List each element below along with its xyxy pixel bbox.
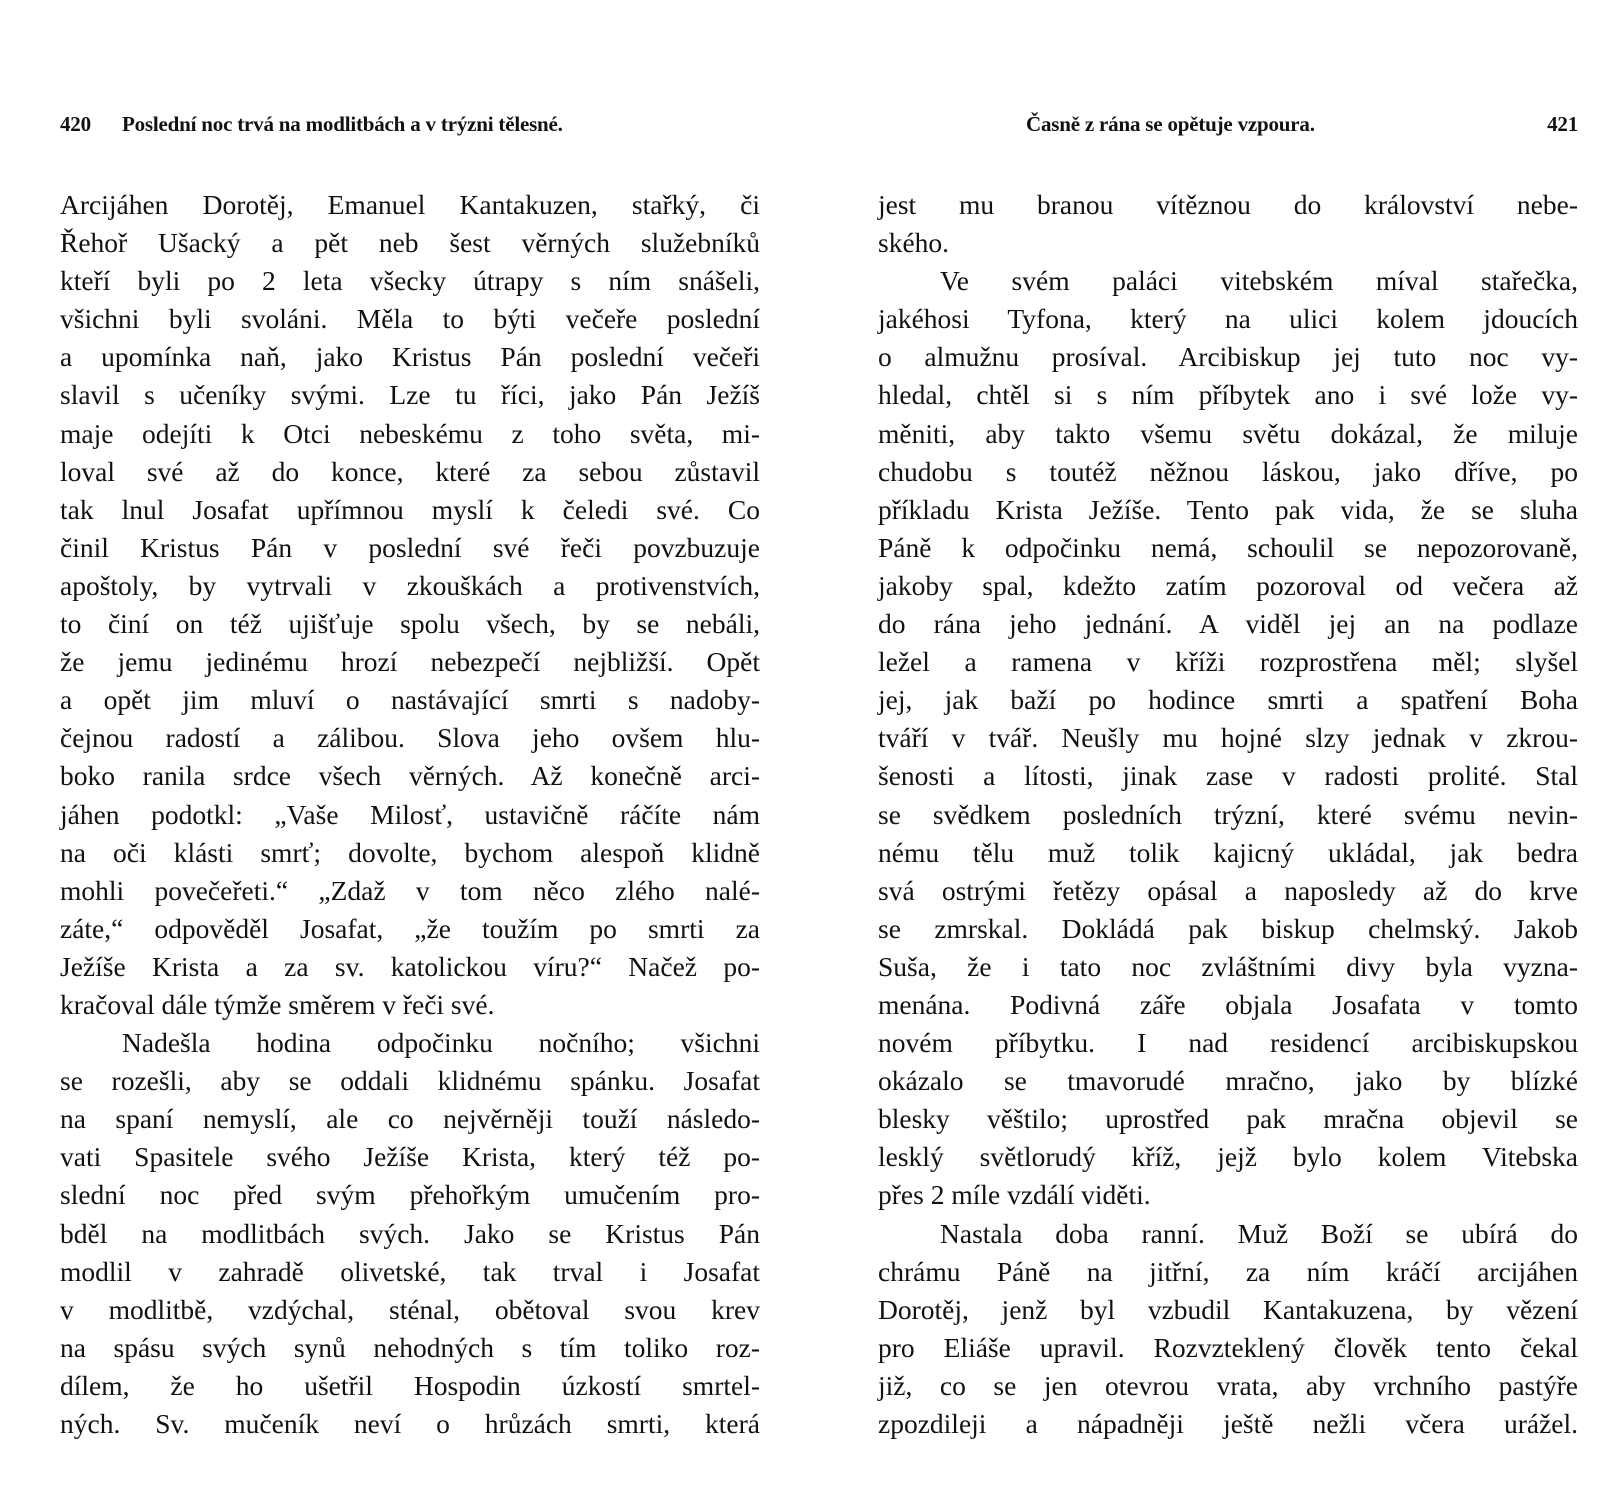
text-line: se svědkem posledních trýzní, které svému nevin- [878, 798, 1578, 830]
text-line: zpozdileji a nápadněji ještě nežli včera urážel. [878, 1408, 1578, 1439]
text-line: Suša, že i tato noc zvláštními divy byla vyzna- [878, 950, 1578, 982]
text-line: ského. [878, 227, 950, 259]
page-number: 421 [1547, 112, 1578, 136]
text-line: loval své až do konce, které za sebou zůstavil [60, 455, 760, 487]
text-line: chudobu s toutéž něžnou láskou, jako dříve, po [878, 455, 1578, 487]
text-line: na spaní nemyslí, ale co nejvěrněji touží následo- [60, 1103, 760, 1135]
text-line: blesky věštilo; uprostřed pak mračna objevil se [878, 1103, 1578, 1135]
text-line: menána. Podivná záře objala Josafata v tomto [878, 988, 1578, 1020]
text-line: Arcijáhen Dorotěj, Emanuel Kantakuzen, stařký, či [60, 189, 760, 220]
text-line: bděl na modlitbách svých. Jako se Kristus Pán [60, 1217, 760, 1249]
text-line: měniti, aby takto všemu světu dokázal, že miluje [878, 417, 1578, 449]
text-line: novém příbytku. I nad residencí arcibiskupskou [878, 1027, 1578, 1059]
text-line: jakéhosi Tyfona, který na ulici kolem jdoucích [878, 303, 1578, 335]
text-line: Nadešla hodina odpočinku nočního; všichni [122, 1027, 760, 1059]
text-line: jest mu branou vítěznou do království nebe- [878, 189, 1578, 220]
text-line: Ve svém paláci vitebském míval stařečka, [940, 265, 1578, 297]
text-line: a upomínka naň, jako Kristus Pán poslední večeři [60, 341, 760, 373]
text-line: slavil s učeníky svými. Lze tu říci, jako Pán Ježíš [60, 379, 760, 411]
page-body-text [878, 186, 1578, 1443]
text-line: tak lnul Josafat upřímnou myslí k čeledi své. Co [60, 493, 760, 525]
running-head-title: Časně z rána se opětuje vzpoura. [1026, 112, 1315, 136]
running-head-title: Poslední noc trvá na modlitbách a v trýzni tělesné. [122, 112, 563, 136]
text-line: kteří byli po 2 leta všecky útrapy s ním snášeli, [60, 265, 760, 297]
text-line: slední noc před svým přehořkým umučením pro- [60, 1179, 760, 1211]
text-line: již, co se jen otevrou vrata, aby vrchního pastýře [878, 1369, 1578, 1401]
right-page [878, 0, 1578, 1501]
text-line: na oči klásti smrť; dovolte, bychom alespoň klidně [60, 836, 760, 868]
text-line: a opět jim mluví o nastávající smrti s nadoby- [60, 684, 760, 716]
text-line: vati Spasitele svého Ježíše Krista, který též po- [60, 1141, 760, 1173]
text-line: v modlitbě, vzdýchal, sténal, obětoval svou krev [60, 1293, 760, 1325]
text-line: ných. Sv. mučeník neví o hrůzách smrti, která [60, 1408, 760, 1439]
text-line: maje odejíti k Otci nebeskému z toho světa, mi- [60, 417, 760, 449]
text-line: jakoby spal, kdežto zatím pozoroval od večera až [878, 569, 1578, 601]
text-line: nému tělu muž tolik kajicný ukládal, jak bedra [878, 836, 1578, 868]
text-line: že jemu jedinému hrozí nebezpečí nejbližší. Opět [60, 646, 760, 678]
text-line: Ježíše Krista a za sv. katolickou víru?“ Načež po- [60, 950, 760, 982]
text-line: všichni byli svoláni. Měla to býti večeře poslední [60, 303, 760, 335]
text-line: na spásu svých synů nehodných s tím toliko roz- [60, 1331, 760, 1363]
text-line: čejnou radostí a zálibou. Slova jeho ovšem hlu- [60, 722, 760, 754]
text-line: jej, jak baží po hodince smrti a spatření Boha [878, 684, 1578, 716]
text-line: jáhen podotkl: „Vaše Milosť, ustavičně ráčíte nám [60, 798, 760, 830]
text-line: lesklý světlorudý kříž, jejž bylo kolem Vitebska [878, 1141, 1578, 1173]
text-line: Nastala doba ranní. Muž Boží se ubírá do [940, 1217, 1578, 1249]
text-line: okázalo se tmavorudé mračno, jako by blízké [878, 1065, 1578, 1097]
text-line: činil Kristus Pán v poslední své řeči povzbuzuje [60, 531, 760, 563]
text-line: příkladu Krista Ježíše. Tento pak vida, že se sluha [878, 493, 1578, 525]
text-line: apoštoly, by vytrvali v zkouškách a protivenstvích, [60, 569, 760, 601]
text-line: tváří v tvář. Neušly mu hojné slzy jednak v zkrou- [878, 722, 1578, 754]
text-line: o almužnu prosíval. Arcibiskup jej tuto noc vy- [878, 341, 1578, 373]
text-line: Páně k odpočinku nemá, schoulil se nepozorovaně, [878, 531, 1578, 563]
page-number: 420 [60, 112, 91, 136]
text-line: chrámu Páně na jitřní, za ním kráčí arcijáhen [878, 1255, 1578, 1287]
text-line: do rána jeho jednání. A viděl jej an na podlaze [878, 608, 1578, 640]
text-line: pro Eliáše upravil. Rozvzteklený člověk tento čekal [878, 1331, 1578, 1363]
text-line: kračoval dále týmže směrem v řeči své. [60, 988, 495, 1020]
text-line: šenosti a lítosti, jinak zase v radosti prolité. Stal [878, 760, 1578, 792]
text-line: ležel a ramena v kříži rozprostřena měl; slyšel [878, 646, 1578, 678]
text-line: dílem, že ho ušetřil Hospodin úzkostí smrtel- [60, 1369, 760, 1401]
left-page [60, 0, 760, 1501]
text-line: Řehoř Ušacký a pět neb šest věrných služebníků [60, 227, 760, 259]
text-line: to činí on též ujišťuje spolu všech, by se nebáli, [60, 608, 760, 640]
text-line: modlil v zahradě olivetské, tak trval i Josafat [60, 1255, 760, 1287]
text-line: svá ostrými řetězy opásal a naposledy až do krve [878, 874, 1578, 906]
page-body-text [60, 186, 760, 1443]
text-line: přes 2 míle vzdálí viděti. [878, 1179, 1151, 1211]
text-line: hledal, chtěl si s ním příbytek ano i své lože vy- [878, 379, 1578, 411]
text-line: Dorotěj, jenž byl vzbudil Kantakuzena, by vězení [878, 1293, 1578, 1325]
text-line: boko ranila srdce všech věrných. Až konečně arci- [60, 760, 760, 792]
text-line: záte,“ odpověděl Josafat, „že toužím po smrti za [60, 912, 760, 944]
text-line: mohli povečeřeti.“ „Zdaž v tom něco zlého nalé- [60, 874, 760, 906]
text-line: se rozešli, aby se oddali klidnému spánku. Josafat [60, 1065, 760, 1097]
running-header [60, 112, 760, 144]
text-line: se zmrskal. Dokládá pak biskup chelmský. Jakob [878, 912, 1578, 944]
running-header [878, 112, 1578, 144]
